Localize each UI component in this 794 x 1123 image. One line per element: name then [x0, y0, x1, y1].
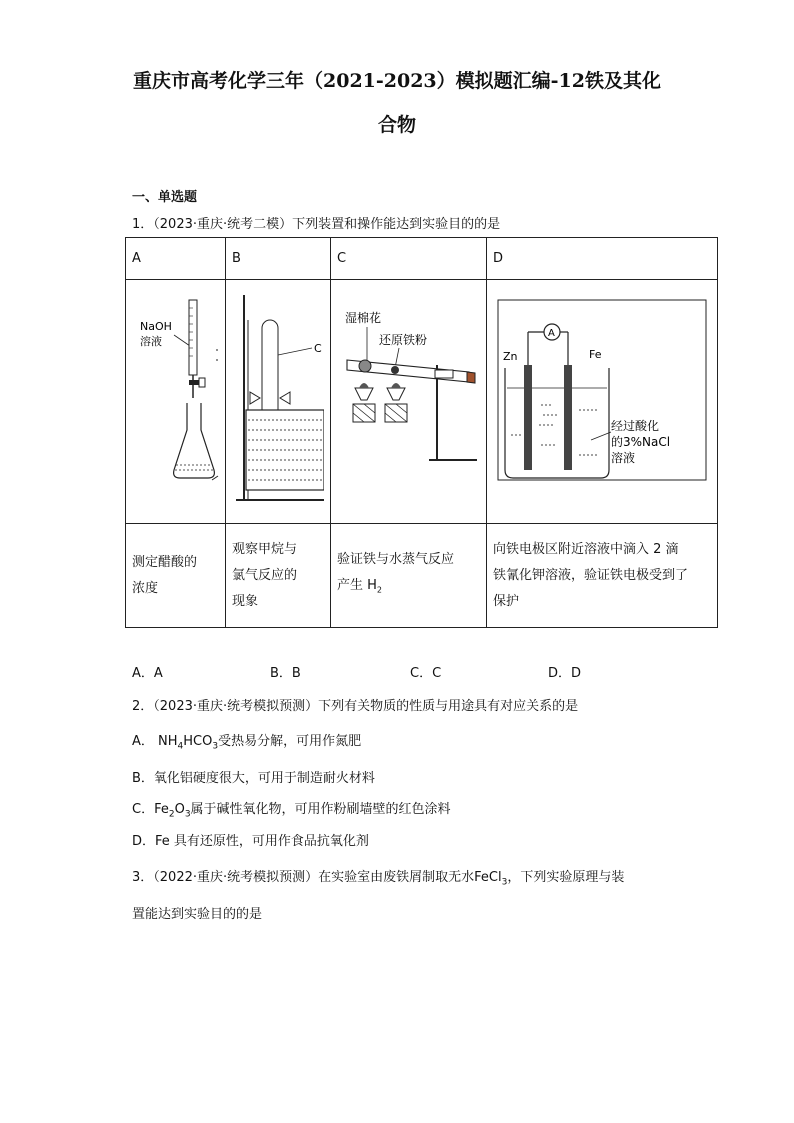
cell-a-text [126, 524, 226, 628]
ammeter-label: A [548, 328, 555, 339]
fe-label: Fe [589, 348, 602, 361]
cell-c-line-2 [337, 573, 480, 604]
iron-steam-diagram [337, 280, 480, 519]
figure-a-titration [126, 280, 226, 524]
c-label: C [314, 342, 322, 355]
cell-d-text [487, 524, 718, 628]
titration-diagram [132, 280, 219, 519]
section-heading: 一、单选题 [132, 190, 198, 205]
cell-b-line-3: 现象 [232, 593, 259, 609]
iron-powder-label: 还原铁粉 [379, 333, 428, 347]
cell-d-line-1: 向铁电极区附近溶液中滴入 2 滴 [493, 541, 679, 557]
electrochemical-cell-diagram [493, 280, 711, 519]
cell-c-line-1: 验证铁与水蒸气反应 [337, 552, 455, 568]
cell-b-line-2: 氯气反应的 [232, 567, 298, 583]
q3-stem-line-2: 置能达到实验目的的是 [132, 907, 263, 922]
naoh-label: NaOH [140, 320, 172, 333]
q2-option-c[interactable]: C．$Fe_2O_3$属于碱性氧化物，可用作粉刷墙壁的红色涂料 [132, 802, 451, 820]
q2-option-d[interactable]: D．Fe 具有还原性，可用作食品抗氧化剂 [132, 834, 369, 849]
q2-option-b[interactable]: B．氧化铝硬度很大，可用于制造耐火材料 [132, 771, 375, 786]
cell-a-line-1: 测定醋酸的 [132, 554, 198, 570]
solution-note-3: 溶液 [611, 451, 636, 465]
figure-c-iron-steam [331, 280, 487, 524]
header-d: D [487, 238, 718, 280]
q2-option-a[interactable]: A． $NH_4HCO_3$受热易分解，可用作氮肥 [132, 734, 362, 752]
cell-b-line-1: 观察甲烷与 [232, 541, 298, 557]
header-a: A [126, 238, 226, 280]
zn-label: Zn [503, 350, 518, 363]
solution-note-2: 的3%NaCl [611, 435, 671, 449]
solution-note-1: 经过酸化 [611, 419, 660, 433]
q1-option-b[interactable]: B．B [270, 666, 301, 681]
header-b: B [226, 238, 331, 280]
doc-title-line-1: 重庆市高考化学三年（2021-2023）模拟题汇编-12铁及其化 [133, 70, 661, 92]
methane-chlorine-diagram [232, 280, 324, 519]
q1-option-c[interactable]: C．C [410, 666, 442, 681]
q1-stem: 1．（2023·重庆·统考二模）下列装置和操作能达到实验目的的是 [132, 217, 501, 232]
cell-d-line-2: 铁氰化钾溶液，验证铁电极受到了 [493, 567, 689, 583]
cell-d-line-3: 保护 [493, 593, 520, 609]
header-c: C [331, 238, 487, 280]
wet-cotton-label: 湿棉花 [345, 311, 382, 325]
figure-b-methane [226, 280, 331, 524]
q2-stem: 2．（2023·重庆·统考模拟预测）下列有关物质的性质与用途具有对应关系的是 [132, 699, 579, 714]
q1-option-a[interactable]: A．A [132, 666, 163, 681]
cell-a-line-2: 浓度 [132, 580, 159, 596]
q3-stem-line-1: 3．（2022·重庆·统考模拟预测）在实验室由废铁屑制取无水FeCl$_3$，下列实验原理与装 [132, 870, 625, 888]
solution-label: 溶液 [140, 335, 162, 348]
cell-b-text [226, 524, 331, 628]
doc-title-line-2: 合物 [377, 114, 416, 136]
q1-table [125, 237, 718, 628]
cell-c-h2-text: 产生 H [337, 578, 377, 594]
q1-option-d[interactable]: D．D [548, 666, 582, 681]
cell-c-h2-sub: 2 [376, 585, 383, 595]
cell-c-text [331, 524, 487, 628]
figure-d-cell [487, 280, 718, 524]
